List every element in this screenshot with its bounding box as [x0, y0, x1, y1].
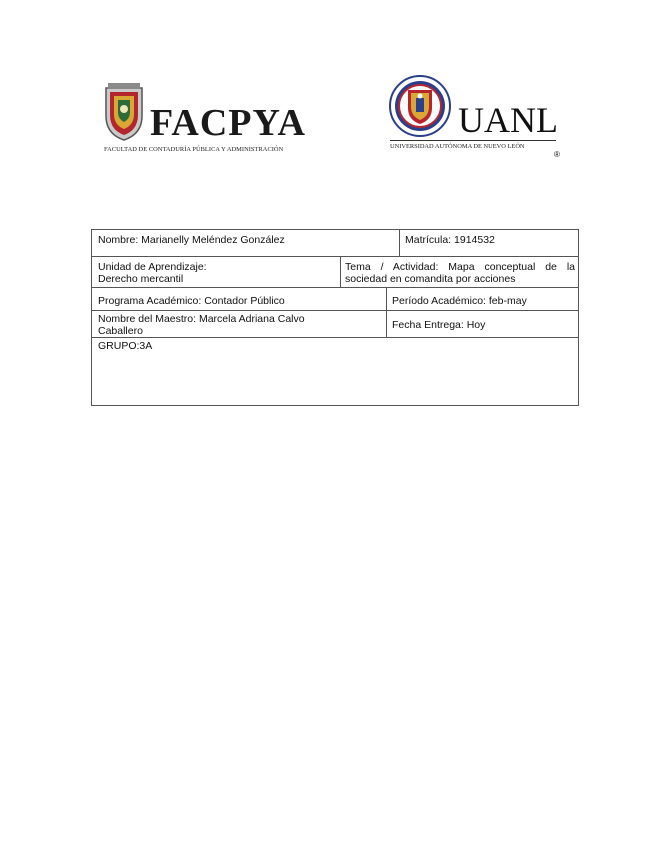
teacher-name: Nombre del Maestro: Marcela Adriana Calvo Caballero [98, 313, 305, 337]
student-id: Matrícula: 1914532 [405, 234, 495, 246]
delivery-date: Fecha Entrega: Hoy [392, 319, 486, 331]
col-divider [386, 287, 387, 337]
facpya-wordmark: FACPYA [150, 102, 306, 144]
course-label: Unidad de Aprendizaje: [98, 261, 207, 273]
facpya-logo [102, 82, 317, 158]
activity-topic: Tema / Actividad: Mapa conceptual de la sociedad en comandita por acciones [345, 261, 575, 285]
row-divider [92, 256, 578, 257]
facpya-subtitle: FACULTAD DE CONTADURÍA PÚBLICA Y ADMINISTRACIÓN [104, 146, 284, 153]
uanl-wordmark: UANL [458, 100, 558, 140]
academic-period: Período Académico: feb-may [392, 295, 527, 307]
group: GRUPO:3A [98, 340, 153, 352]
col-divider [399, 230, 400, 256]
uanl-logo [388, 74, 568, 164]
cover-form-table [91, 229, 579, 406]
row-divider [92, 287, 578, 288]
course-value: Derecho mercantil [98, 273, 184, 285]
uanl-subtitle: UNIVERSIDAD AUTÓNOMA DE NUEVO LEÓN [390, 143, 525, 150]
uanl-seal-icon [388, 74, 452, 138]
student-name: Nombre: Marianelly Meléndez González [98, 234, 285, 246]
registered-mark: ® [554, 150, 560, 159]
academic-program: Programa Académico: Contador Público [98, 295, 285, 307]
uanl-divider [390, 140, 556, 141]
course-field [94, 259, 338, 287]
facpya-shield-icon [102, 82, 146, 142]
